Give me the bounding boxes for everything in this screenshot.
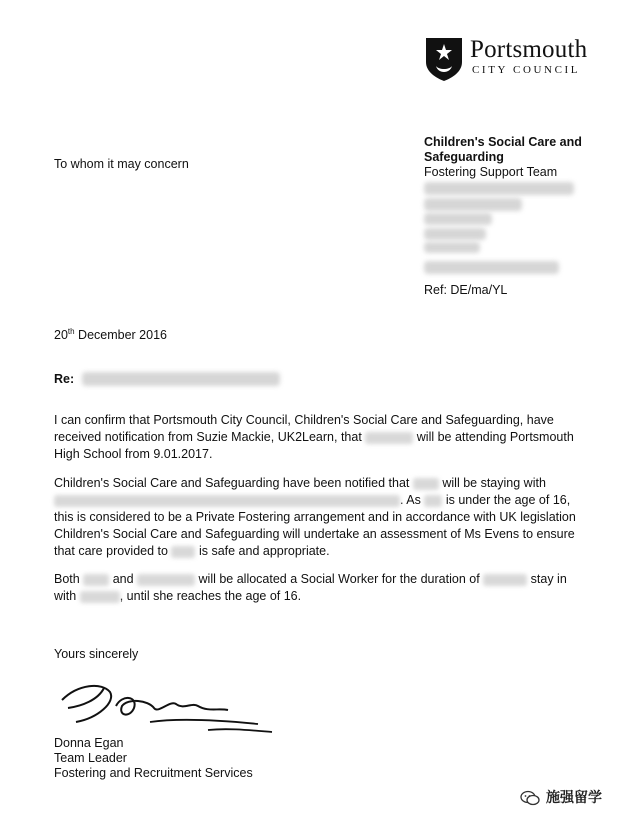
paragraph-3: Both and will be allocated a Social Worker for the duration of stay in with , until she reaches the age of 16.	[54, 572, 567, 603]
redacted-address-2	[424, 198, 522, 211]
closing: Yours sincerely	[54, 647, 139, 661]
redacted-address-5	[424, 242, 480, 253]
signatory-name: Donna Egan	[54, 736, 124, 750]
dept-line1: Children's Social Care and	[424, 135, 582, 149]
redacted-address-1	[424, 182, 574, 195]
signoff-block	[54, 736, 253, 781]
wechat-icon	[520, 790, 540, 806]
re-line: Re:	[54, 372, 75, 386]
redacted-address-4	[424, 228, 486, 240]
letter-date: 20th December 2016	[54, 327, 167, 343]
letterhead-logo	[424, 36, 614, 84]
signatory-title: Team Leader	[54, 751, 127, 765]
handwritten-signature	[58, 678, 278, 738]
redacted-address-3	[424, 213, 492, 225]
department-block	[424, 135, 624, 180]
reference: Ref: DE/ma/YL	[424, 283, 508, 297]
redacted-subject	[82, 372, 280, 386]
salutation: To whom it may concern	[54, 157, 189, 171]
watermark	[520, 787, 602, 807]
dept-line2: Safeguarding	[424, 150, 504, 164]
paragraph-1: I can confirm that Portsmouth City Council, Children's Social Care and Safeguarding, have received notification from Suzie Mackie, UK2Learn, that will be attending Portsmouth High School from 9.01.2017.	[54, 413, 574, 461]
watermark-text: 施强留学	[546, 789, 602, 805]
signatory-unit: Fostering and Recruitment Services	[54, 766, 253, 780]
portsmouth-crest-icon	[424, 36, 464, 82]
org-subtitle: CITY COUNCIL	[472, 64, 581, 76]
org-name: Portsmouth	[470, 36, 588, 63]
paragraph-2: Children's Social Care and Safeguarding have been notified that will be staying with . As is under the age of 16, this is considered to be a Private Fostering arrangement and in accordance with UK legislation Children's Social Care and Safeguarding will undertake an assessment of Ms Evens to ensure that care provided to is safe and appropriate.	[54, 476, 576, 558]
redacted-phone	[424, 261, 559, 274]
dept-line3: Fostering Support Team	[424, 165, 558, 179]
